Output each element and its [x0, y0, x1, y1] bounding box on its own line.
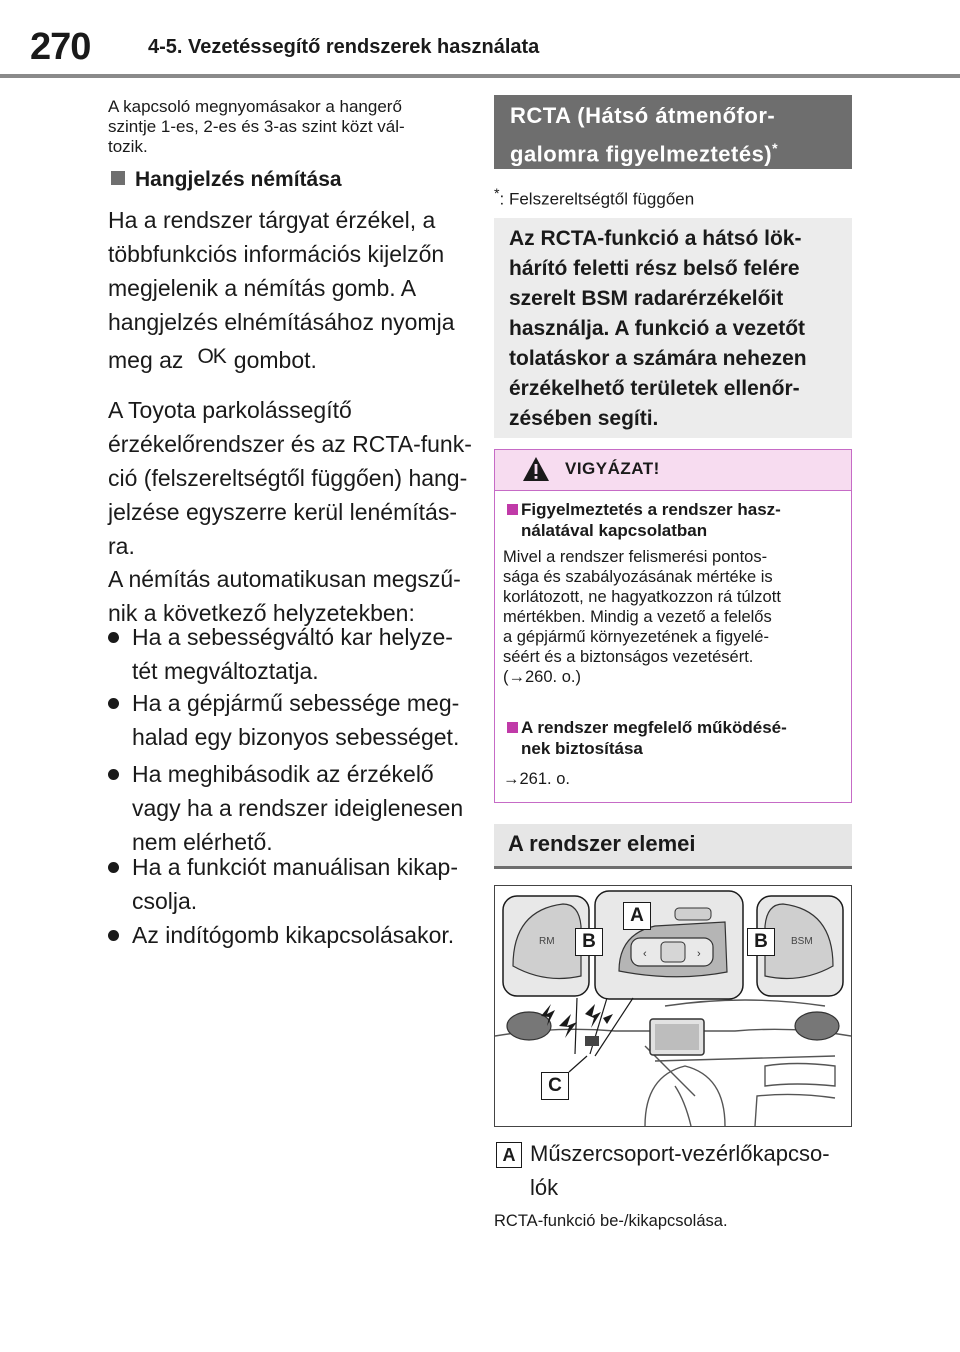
bullet-line: Ha a sebességváltó kar helyze-: [132, 624, 453, 650]
caution-text-line: Mivel a rendszer felismerési pontos-: [503, 548, 768, 566]
caution-text-line: sága és szabályozásának mértéke is: [503, 568, 773, 586]
body-line: érzékelőrendszer és az RCTA-funk-: [108, 431, 472, 457]
caution-header: [495, 450, 851, 491]
svg-text:‹: ‹: [643, 948, 647, 960]
summary-line: Az RCTA-funkció a hátsó lök-: [509, 227, 802, 250]
ok-line-suffix: gombot.: [233, 347, 317, 373]
caution-heading-line: A rendszer megfelelő működésé-: [521, 718, 787, 737]
body-line: Ha a rendszer tárgyat érzékel, a: [108, 207, 436, 233]
toyota-paragraph: [108, 393, 472, 563]
label-b-left: B: [575, 928, 603, 956]
ok-line-prefix: meg az: [108, 347, 184, 373]
bullet-dot-icon: [108, 698, 119, 709]
footnote-marker: *: [772, 140, 779, 156]
intro-line: szintje 1-es, 2-es és 3-as szint közt vál-: [108, 117, 405, 136]
caution-box: [494, 449, 852, 803]
caution-heading-line: Figyelmeztetés a rendszer hasz-: [521, 500, 781, 519]
bullet-line: Az indítógomb kikapcsolásakor.: [132, 922, 455, 948]
ok-button-icon: OK: [197, 345, 226, 368]
ok-line: [108, 343, 454, 379]
elements-heading-text: A rendszer elemei: [508, 831, 696, 856]
summary-line: használja. A funkció a vezetőt: [509, 317, 806, 340]
body-line: ció (felszereltségtől függően) hang-: [108, 465, 468, 491]
label-a: A: [623, 902, 651, 930]
body-line: megjelenik a némítás gomb. A: [108, 275, 417, 301]
label-b-right: B: [747, 928, 775, 956]
footnote-marker: *: [494, 186, 500, 202]
bullet-line: vagy ha a rendszer ideiglenesen: [132, 795, 464, 821]
summary-line: zésében segíti.: [509, 407, 659, 430]
caution-text-line: (→260. o.): [503, 668, 581, 686]
bullet-line: tét megváltoztatja.: [132, 658, 319, 684]
section-title: 4-5. Vezetéssegítő rendszerek használata: [148, 36, 540, 58]
label-c: C: [541, 1072, 569, 1100]
warning-triangle-icon: [521, 455, 551, 483]
header-divider: [0, 74, 960, 78]
bullet-dot-icon: [108, 632, 119, 643]
bullet-line: halad egy bizonyos sebességet.: [132, 724, 460, 750]
callout-a-line: lók: [530, 1175, 559, 1200]
bullet-dot-icon: [108, 930, 119, 941]
summary-line: tolatáskor a számára nehezen: [509, 347, 807, 370]
caution-label: VIGYÁZAT!: [565, 459, 660, 478]
mute-paragraph: [108, 203, 454, 379]
heading-square-icon: [111, 171, 125, 185]
summary-line: szerelt BSM radarérzékelőit: [509, 287, 784, 310]
bullet-line: Ha a gépjármű sebessége meg-: [132, 690, 460, 716]
rcta-heading: [494, 95, 852, 169]
summary-line: érzékelhető területek ellenőr-: [509, 377, 800, 400]
caution-item-heading: [495, 499, 851, 543]
bullet-line: Ha meghibásodik az érzékelő: [132, 761, 434, 787]
callout-a-line: Műszercsoport-vezérlőkapcso-: [530, 1141, 830, 1166]
intro-line: A kapcsoló megnyomásakor a hangerő: [108, 97, 402, 116]
body-line: hangjelzés elnémításához nyomja: [108, 309, 455, 335]
caution-text-line: mértékben. Mindig a vezető a felelős: [503, 608, 772, 626]
footnote-text: : Felszereltségtől függően: [499, 189, 695, 209]
callout-a-description: RCTA-funkció be-/kikapcsolása.: [494, 1212, 728, 1230]
body-line: A némítás automatikusan megszű-: [108, 566, 461, 592]
svg-text:RM: RM: [539, 936, 555, 947]
page-number: 270: [30, 26, 91, 68]
callout-a-label: A: [496, 1142, 522, 1168]
svg-text:›: ›: [697, 948, 701, 960]
rcta-summary-box: [494, 218, 852, 438]
body-line: A Toyota parkolássegítő: [108, 397, 352, 423]
bullet-line: csolja.: [132, 888, 198, 914]
svg-text:BSM: BSM: [791, 936, 813, 947]
callout-a-title: [530, 1137, 830, 1205]
bullet-line: nem elérhető.: [132, 829, 273, 855]
elements-heading: [494, 824, 852, 869]
heading-square-icon: [507, 504, 518, 515]
bullet-line: Ha a funkciót manuálisan kikap-: [132, 854, 458, 880]
mute-heading: [111, 168, 342, 192]
caution-item-heading: [495, 717, 851, 761]
caution-text-line: séért és a biztonságos vezetésért.: [503, 648, 754, 666]
rcta-heading-line: galomra figyelmeztetés): [510, 141, 773, 167]
caution-text-line: korlátozott, ne hagyatkozzon rá túlzott: [503, 588, 781, 606]
caution-text-line: a gépjármű környezetének a figyelé-: [503, 628, 769, 646]
rcta-heading-line: RCTA (Hátsó átmenőfor-: [510, 103, 776, 128]
caution-text-line: →261. o.: [503, 770, 570, 788]
footnote: [494, 186, 694, 210]
caution-heading-line: nálatával kapcsolatban: [521, 521, 708, 540]
caution-heading-line: nek biztosítása: [521, 739, 643, 758]
body-line: többfunkciós információs kijelzőn: [108, 241, 445, 267]
caution-text: [503, 547, 781, 687]
heading-square-icon: [507, 722, 518, 733]
intro-paragraph: [108, 97, 405, 157]
body-line: nik a következő helyzetekben:: [108, 600, 415, 626]
summary-line: hárító feletti rész belső felére: [509, 257, 800, 280]
body-line: ra.: [108, 533, 135, 559]
dashboard-illustration: [494, 885, 852, 1127]
body-line: jelzése egyszerre kerül lenémítás-: [108, 499, 457, 525]
mute-heading-text: Hangjelzés némítása: [135, 168, 342, 191]
bullet-dot-icon: [108, 769, 119, 780]
intro-line: tozik.: [108, 137, 148, 156]
bullet-dot-icon: [108, 862, 119, 873]
